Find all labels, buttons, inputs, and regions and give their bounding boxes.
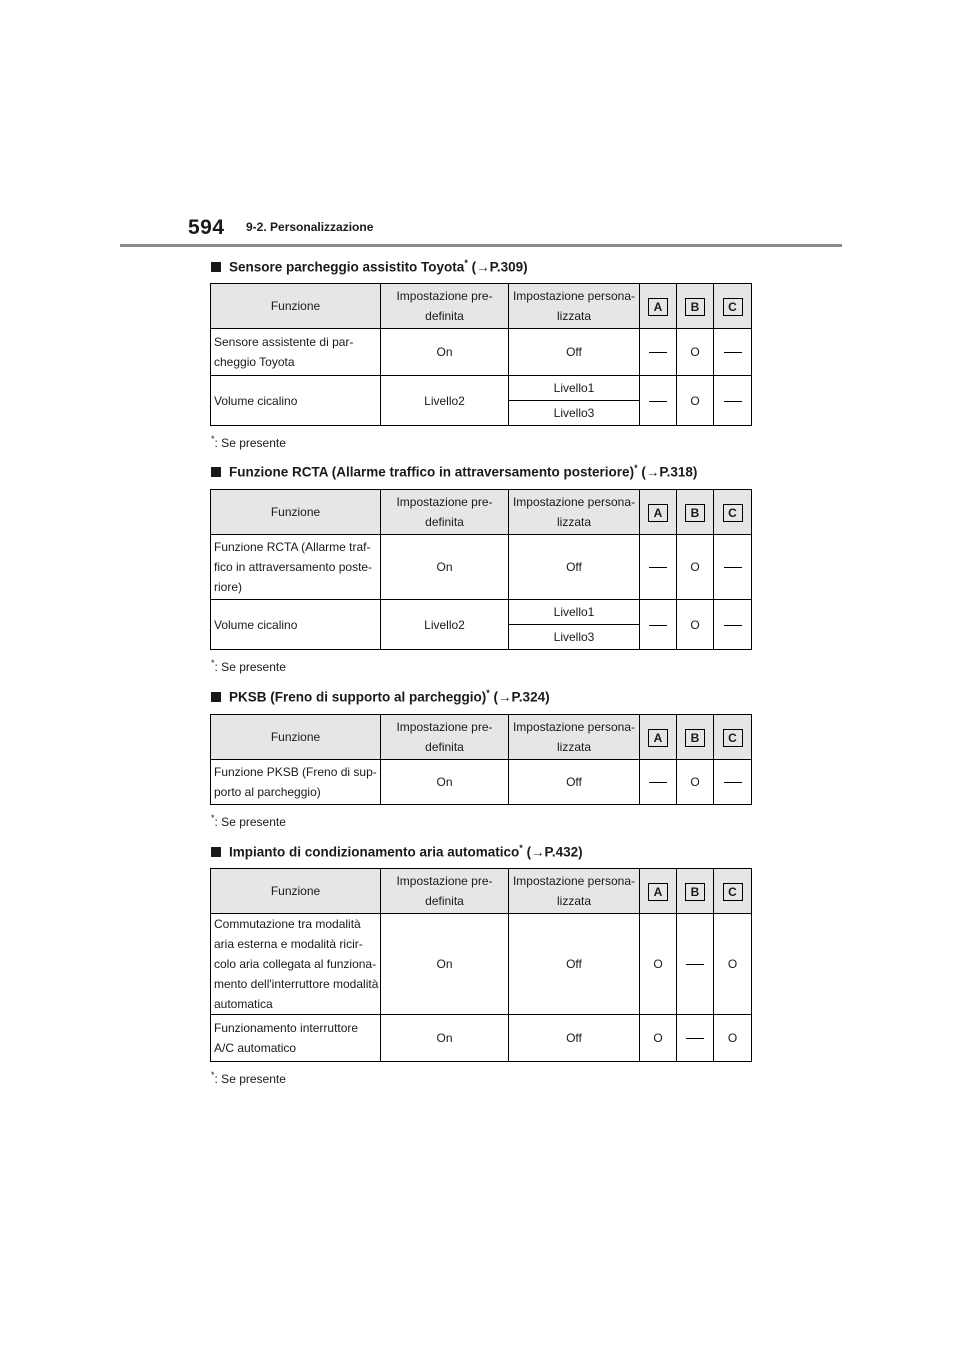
heading-text: Funzione RCTA (Allarme traffico in attraversamento posteriore) [229,464,635,480]
col-c-cell: O [714,1015,752,1062]
header-default: Impostazione pre- definita [381,490,509,535]
header-c: C [714,284,752,329]
col-a-cell [640,760,677,805]
section-heading-rcta [211,463,697,480]
function-cell: Volume cicalino [211,600,381,650]
asterisk: * [486,688,490,698]
col-a-cell: O [640,1015,677,1062]
dash-mark [649,401,667,402]
col-c-cell [714,376,752,426]
asterisk: * [464,258,468,268]
custom-cell: Livello1 [509,376,640,401]
col-c-cell [714,535,752,600]
col-b-cell: O [677,760,714,805]
col-b-cell [677,1015,714,1062]
bullet-square-icon [211,692,221,702]
header-c: C [714,490,752,535]
header-a: A [640,284,677,329]
col-b-cell: O [677,376,714,426]
col-c-cell: O [714,914,752,1015]
col-b-cell [677,914,714,1015]
custom-cell: Livello3 [509,401,640,426]
dash-mark [649,352,667,353]
page-reference-link[interactable]: (→P.432) [526,844,583,860]
table-header-row [211,869,752,914]
col-a-cell [640,535,677,600]
col-a-cell: O [640,914,677,1015]
table-pksb [210,714,752,805]
table-air-conditioning [210,868,752,1062]
bullet-square-icon [211,847,221,857]
default-cell: Livello2 [381,376,509,426]
table-row [211,1015,752,1062]
section-title: 9-2. Personalizzazione [246,220,374,234]
header-rule [120,244,842,247]
dash-mark [724,567,742,568]
page-reference-link[interactable]: (→P.309) [471,259,528,275]
custom-cell: Off [509,760,640,805]
function-cell: Sensore assistente di par- cheggio Toyota [211,329,381,376]
asterisk: * [634,463,638,473]
dash-mark [724,625,742,626]
header-c: C [714,715,752,760]
default-cell: On [381,760,509,805]
custom-cell: Off [509,329,640,376]
table-row [211,376,752,401]
header-custom: Impostazione persona- lizzata [509,715,640,760]
header-b: B [677,715,714,760]
dash-mark [724,401,742,402]
function-cell: Funzione PKSB (Freno di sup- porto al parcheggio) [211,760,381,805]
col-a-cell [640,329,677,376]
dash-mark [649,625,667,626]
header-function: Funzione [211,869,381,914]
function-cell: Volume cicalino [211,376,381,426]
default-cell: Livello2 [381,600,509,650]
section-heading-pksb [211,688,550,705]
dash-mark [724,782,742,783]
header-custom: Impostazione persona- lizzata [509,490,640,535]
col-b-cell: O [677,600,714,650]
table-parking-sensor [210,283,752,426]
function-cell: Funzionamento interruttore A/C automatico [211,1015,381,1062]
table-rcta [210,489,752,650]
default-cell: On [381,1015,509,1062]
default-cell: On [381,535,509,600]
custom-cell: Off [509,535,640,600]
page-number: 594 [188,216,225,239]
section-heading-air-conditioning [211,843,583,860]
footnote: *: Se presente [211,1070,286,1086]
header-default: Impostazione pre- definita [381,869,509,914]
footnote: *: Se presente [211,813,286,829]
header-b: B [677,284,714,329]
table-row [211,914,752,1015]
footnote: *: Se presente [211,434,286,450]
header-function: Funzione [211,284,381,329]
heading-text: PKSB (Freno di supporto al parcheggio) [229,689,487,705]
table-header-row [211,715,752,760]
page-reference-link[interactable]: (→P.324) [493,689,550,705]
table-row [211,535,752,600]
table-row [211,760,752,805]
header-custom: Impostazione persona- lizzata [509,284,640,329]
col-c-cell [714,760,752,805]
col-b-cell: O [677,535,714,600]
header-default: Impostazione pre- definita [381,284,509,329]
header-custom: Impostazione persona- lizzata [509,869,640,914]
header-b: B [677,490,714,535]
col-b-cell: O [677,329,714,376]
header-c: C [714,869,752,914]
header-b: B [677,869,714,914]
default-cell: On [381,329,509,376]
section-heading-parking-sensor [211,258,528,275]
header-function: Funzione [211,490,381,535]
dash-mark [649,567,667,568]
function-cell: Commutazione tra modalità aria esterna e modalità ricir- colo aria collegata al funziona- mento dell'interruttore modalità automatica [211,914,381,1015]
custom-cell: Livello3 [509,625,640,650]
custom-cell: Off [509,914,640,1015]
header-a: A [640,869,677,914]
heading-text: Sensore parcheggio assistito Toyota [229,259,465,275]
col-a-cell [640,600,677,650]
table-header-row [211,490,752,535]
dash-mark [686,964,704,965]
page-reference-link[interactable]: (→P.318) [641,464,698,480]
col-a-cell [640,376,677,426]
heading-text: Impianto di condizionamento aria automatico [229,844,520,860]
dash-mark [649,782,667,783]
table-header-row [211,284,752,329]
bullet-square-icon [211,467,221,477]
header-a: A [640,490,677,535]
custom-cell: Livello1 [509,600,640,625]
dash-mark [724,352,742,353]
footnote: *: Se presente [211,658,286,674]
table-row [211,329,752,376]
default-cell: On [381,914,509,1015]
bullet-square-icon [211,262,221,272]
col-c-cell [714,600,752,650]
header-default: Impostazione pre- definita [381,715,509,760]
col-c-cell [714,329,752,376]
header-function: Funzione [211,715,381,760]
asterisk: * [519,843,523,853]
header-a: A [640,715,677,760]
table-row [211,600,752,625]
function-cell: Funzione RCTA (Allarme traf- fico in attraversamento poste- riore) [211,535,381,600]
dash-mark [686,1038,704,1039]
custom-cell: Off [509,1015,640,1062]
